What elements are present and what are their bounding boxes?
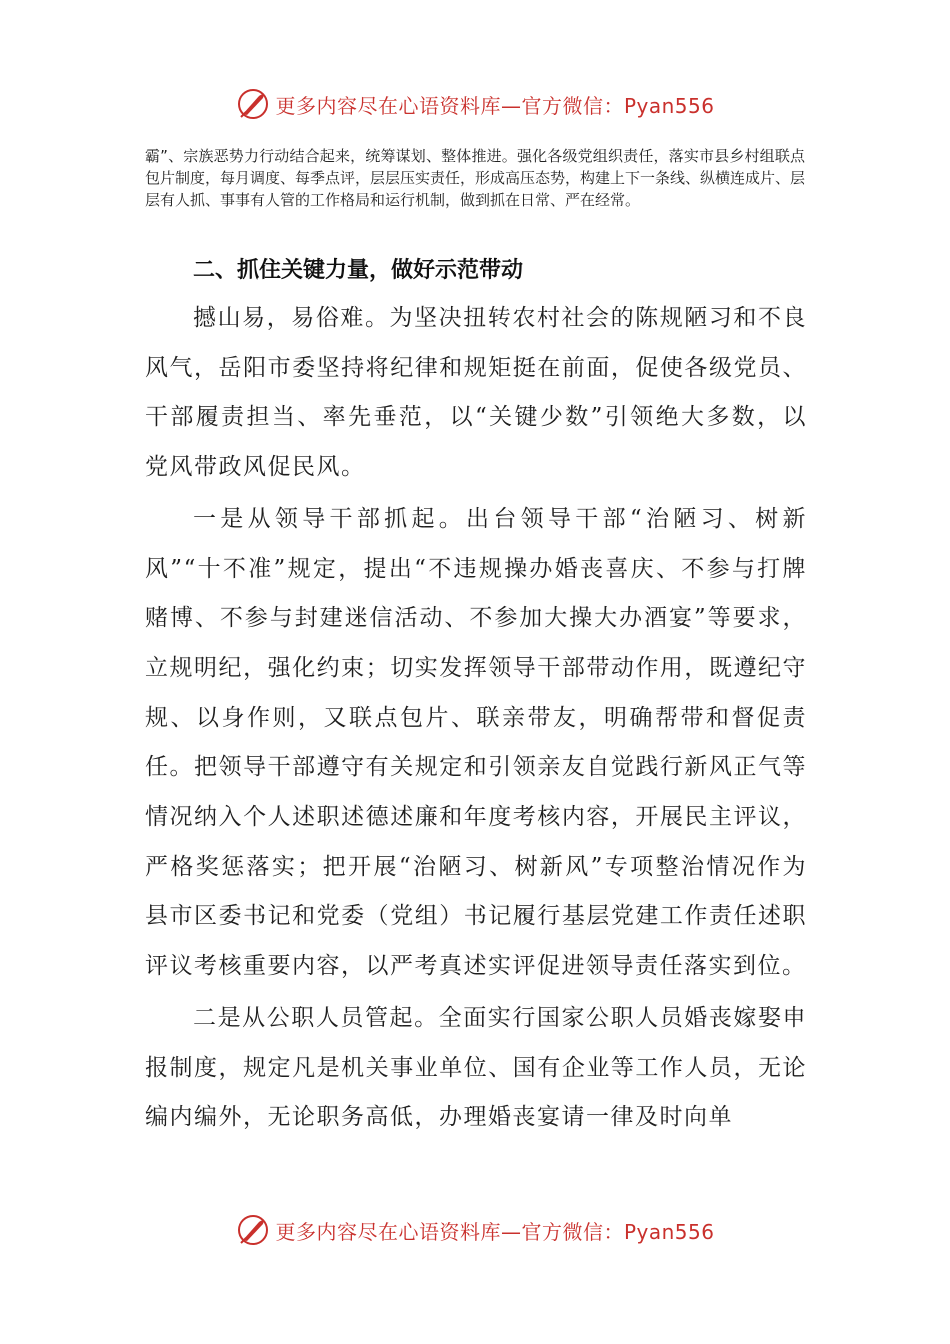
intro-paragraph: 霸”、宗族恶势力行动结合起来，统筹谋划、整体推进。强化各级党组织责任，落实市县乡村组联点包片制度，每月调度、每季点评，层层压实责任，形成高压态势，构建上下一条线、纵横连成片、层层有人抓、事事有人管的工作格局和运行机制，做到抓在日常、严在经常。	[145, 147, 806, 209]
paragraph: 一是从领导干部抓起。出台领导干部“治陋习、树新风”“十不准”规定，提出“不违规操办婚丧喜庆、不参与打牌赌博、不参与封建迷信活动、不参加大操大办酒宴”等要求，立规明纪，强化约束；切实发挥领导干部带动作用，既遵纪守规、以身作则，又联点包片、联亲带友，明确帮带和督促责任。把领导干部遵守有关规定和引领亲友自觉践行新风正气等情况纳入个人述职述德述廉和年度考核内容，开展民主评议，严格奖惩落实；把开展“治陋习、树新风”专项整治情况作为县市区委书记和党委（党组）书记履行基层党建工作责任述职评议考核重要内容，以严考真述实评促进领导责任落实到位。	[145, 505, 807, 980]
body-text	[145, 294, 807, 1145]
banner-text: 更多内容尽在心语资料库—官方微信：Pyan556	[275, 1219, 715, 1244]
footer-banner	[0, 1208, 950, 1252]
paragraph: 撼山易，易俗难。为坚决扭转农村社会的陈规陋习和不良风气，岳阳市委坚持将纪律和规矩挺在前面，促使各级党员、干部履责担当、率先垂范，以“关键少数”引领绝大多数，以党风带政风促民风。	[145, 305, 807, 481]
header-banner	[0, 82, 950, 126]
banner-text: 更多内容尽在心语资料库—官方微信：Pyan556	[275, 93, 715, 118]
paragraph: 二是从公职人员管起。全面实行国家公职人员婚丧嫁娶申报制度，规定凡是机关事业单位、国有企业等工作人员，无论编内编外，无论职务高低，办理婚丧宴请一律及时向单	[145, 1004, 807, 1131]
quill-logo-icon	[235, 1212, 271, 1248]
section-heading: 二、抓住关键力量，做好示范带动	[193, 258, 524, 283]
quill-logo-icon	[235, 86, 271, 122]
